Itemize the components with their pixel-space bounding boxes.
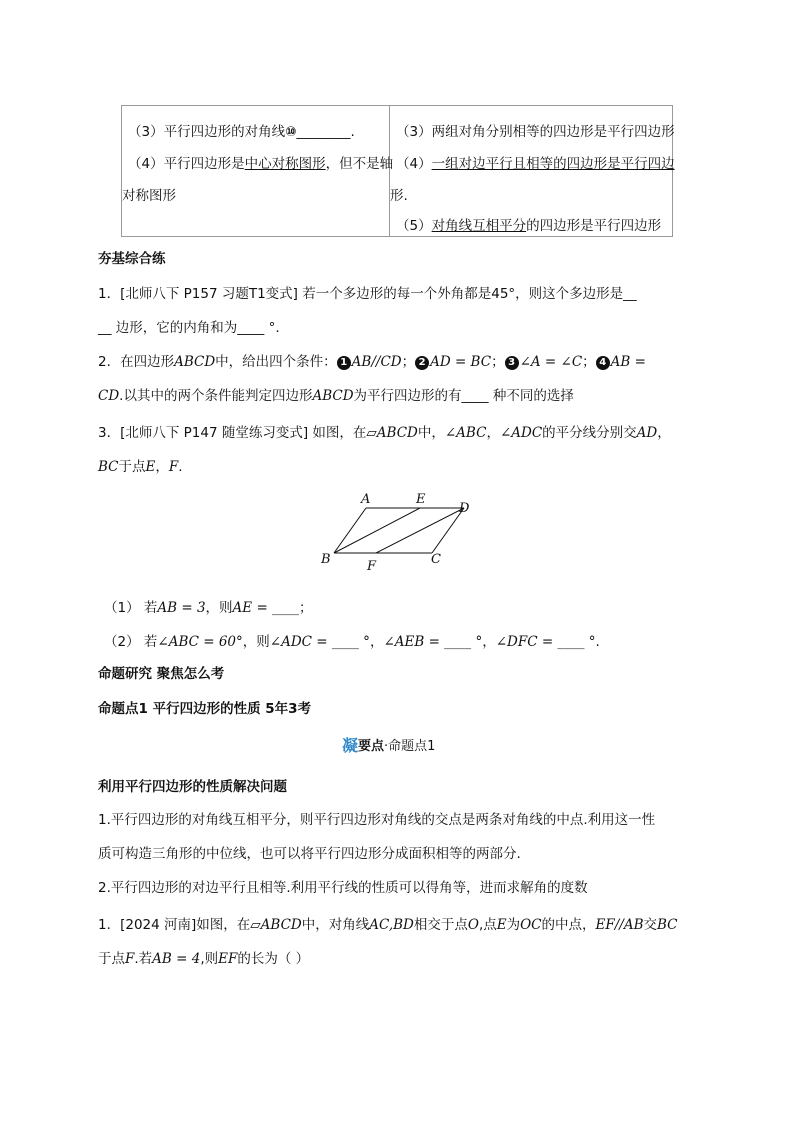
- table-right-line-1: [396, 120, 675, 140]
- side-AB: [334, 508, 366, 553]
- text: （1） 若: [104, 600, 158, 616]
- table-left-line-2: [128, 152, 393, 172]
- text: ，则: [242, 634, 270, 650]
- table-right-line-2: [396, 152, 675, 172]
- text: （2） 若: [104, 634, 158, 650]
- text: ，则: [205, 600, 233, 616]
- math: E: [145, 459, 156, 475]
- method-paragraph-1-line-2: 质可构造三角形的中位线，也可以将平行四边形分成面积相等的两部分.: [98, 846, 521, 862]
- math: ∠ADC = ____ °: [269, 634, 370, 650]
- math: ∠ABC = 60°: [157, 634, 243, 650]
- tag-main: 要点: [358, 739, 385, 754]
- table-right-line-4: [396, 214, 661, 234]
- text: 的中点，: [541, 917, 596, 933]
- text: .若: [134, 951, 153, 967]
- text: ，但不是轴: [325, 156, 394, 172]
- text: 于点: [118, 459, 146, 475]
- math: BC: [657, 917, 678, 933]
- circled-number-4: 4: [596, 356, 610, 370]
- text: ,则: [200, 951, 219, 967]
- text: 中，: [417, 425, 445, 441]
- math: OC: [520, 917, 542, 933]
- tag-rest: ·命题点1: [384, 739, 436, 754]
- math: CD: [98, 388, 120, 404]
- math: AC,BD: [369, 917, 414, 933]
- text: ，: [369, 634, 384, 650]
- table-left-line-1: [128, 120, 355, 140]
- question-2-line-1: 2．在四边形ABCD中，给出四个条件： 1 AB//CD； 2 AD = BC； 3 ∠A = ∠C； 4 AB =: [98, 354, 646, 370]
- parallelogram-figure: [316, 488, 482, 572]
- math: AD = BC: [430, 354, 492, 370]
- label-F: F: [367, 559, 377, 572]
- circled-number-10: ⑩: [285, 124, 297, 140]
- underlined-text: 对角线互相平分: [431, 218, 527, 234]
- text: .: [350, 124, 355, 140]
- text: ；: [299, 600, 313, 616]
- question-3-line-1: [98, 421, 671, 441]
- example-question-1-line-1: [98, 913, 678, 933]
- table-right-line-3: [390, 184, 408, 204]
- label-A: A: [361, 492, 371, 507]
- circled-number-1: 1: [337, 356, 351, 370]
- text: 为平行四边形的有____ 种不同的选择: [353, 388, 574, 404]
- section-heading-topic-1: 命题点1 平行四边形的性质 5年3考: [98, 701, 312, 717]
- text: 1．[2024 河南]如图，在▱: [98, 917, 261, 933]
- underlined-text: 中心对称图形: [244, 156, 326, 172]
- question-3-part-2: [104, 630, 600, 650]
- question-1-line-2: __ 边形，它的内角和为____ °.: [98, 320, 280, 336]
- math: BC: [98, 459, 119, 475]
- text: （4）平行四边形是: [128, 156, 245, 172]
- text: 相交于点: [413, 917, 468, 933]
- text: 于点: [98, 951, 125, 967]
- circled-number-2: 2: [415, 356, 429, 370]
- question-3-line-2: BC于点E，F.: [98, 459, 183, 475]
- label-D: D: [459, 501, 470, 516]
- math: ∠DFC = ____ °: [495, 634, 596, 650]
- math: F: [168, 459, 179, 475]
- math: ∠A = ∠C: [519, 354, 583, 370]
- math: AD: [636, 425, 658, 441]
- text: （3）两组对角分别相等的四边形是平行四边形: [396, 124, 675, 140]
- text: 的平分线分别交: [542, 425, 637, 441]
- question-2-line-2: [98, 384, 574, 404]
- label-E: E: [416, 492, 426, 507]
- math: AB = 4: [152, 951, 201, 967]
- math: AB =: [610, 354, 646, 370]
- text: 3．[北师八下 P147 随堂练习变式] 如图，在▱: [98, 425, 377, 441]
- summary-table: [121, 105, 673, 237]
- ning-badge-icon: 凝: [342, 736, 359, 755]
- text: （3）平行四边形的对角线: [128, 124, 286, 140]
- math: EF//AB: [595, 917, 644, 933]
- section-heading-practice: 夯基综合练: [98, 251, 166, 267]
- question-1-line-1: 1．[北师八下 P157 习题T1变式] 若一个多边形的每一个外角都是45°，则这个多边形是__: [98, 286, 637, 302]
- bisector-BE: [334, 508, 420, 553]
- text: .以其中的两个条件能判定四边形: [119, 388, 313, 404]
- math: ABCD: [376, 425, 418, 441]
- math: AE = ____: [232, 600, 300, 616]
- text: 2．在四边形: [98, 354, 175, 370]
- text: 的四边形是平行四边形: [526, 218, 662, 234]
- text: 形.: [390, 188, 408, 204]
- topic-tag: [342, 733, 435, 756]
- text: .: [595, 634, 600, 650]
- math: AB//CD: [351, 354, 402, 370]
- text: 对称图形: [122, 188, 176, 204]
- text: 中，给出四个条件：: [215, 354, 337, 370]
- text: ,点: [478, 917, 497, 933]
- question-3-part-1: [104, 596, 313, 616]
- math: ∠ADC: [499, 425, 543, 441]
- method-paragraph-2: 2.平行四边形的对边平行且相等.利用平行线的性质可以得角等，进而求解角的度数: [98, 880, 588, 896]
- math: ABCD: [312, 388, 354, 404]
- table-left-line-3: [122, 184, 176, 204]
- method-paragraph-1-line-1: 1.平行四边形的对角线互相平分，则平行四边形对角线的交点是两条对角线的中点.利用这一性: [98, 812, 656, 828]
- circled-number-3: 3: [505, 356, 519, 370]
- math: ∠AEB = ____ °: [383, 634, 483, 650]
- text: ，: [482, 634, 496, 650]
- section-heading-research: 命题研究 聚焦怎么考: [98, 666, 225, 682]
- math: O: [467, 917, 479, 933]
- math: F: [125, 951, 135, 967]
- bisector-DF: [376, 508, 464, 553]
- text: 交: [643, 917, 658, 933]
- math: E: [496, 917, 507, 933]
- label-B: B: [321, 552, 331, 567]
- section-heading-method: 利用平行四边形的性质解决问题: [98, 779, 287, 795]
- text: 的长为（ ）: [237, 951, 310, 967]
- answer-blank: ________: [296, 124, 351, 140]
- example-question-1-line-2: [98, 947, 309, 967]
- math: ABCD: [174, 354, 216, 370]
- math: EF: [218, 951, 238, 967]
- text: 中，对角线: [301, 917, 370, 933]
- math: AB = 3: [157, 600, 206, 616]
- text: 为: [506, 917, 521, 933]
- text: ，: [486, 425, 500, 441]
- text: （4）: [396, 156, 432, 172]
- text: .: [178, 459, 183, 475]
- math: ABCD: [260, 917, 302, 933]
- underlined-text: 一组对边平行且相等的四边形是平行四边: [431, 156, 675, 172]
- text: （5）: [396, 218, 432, 234]
- label-C: C: [431, 552, 441, 567]
- text: ，: [657, 425, 671, 441]
- math: ∠ABC: [444, 425, 487, 441]
